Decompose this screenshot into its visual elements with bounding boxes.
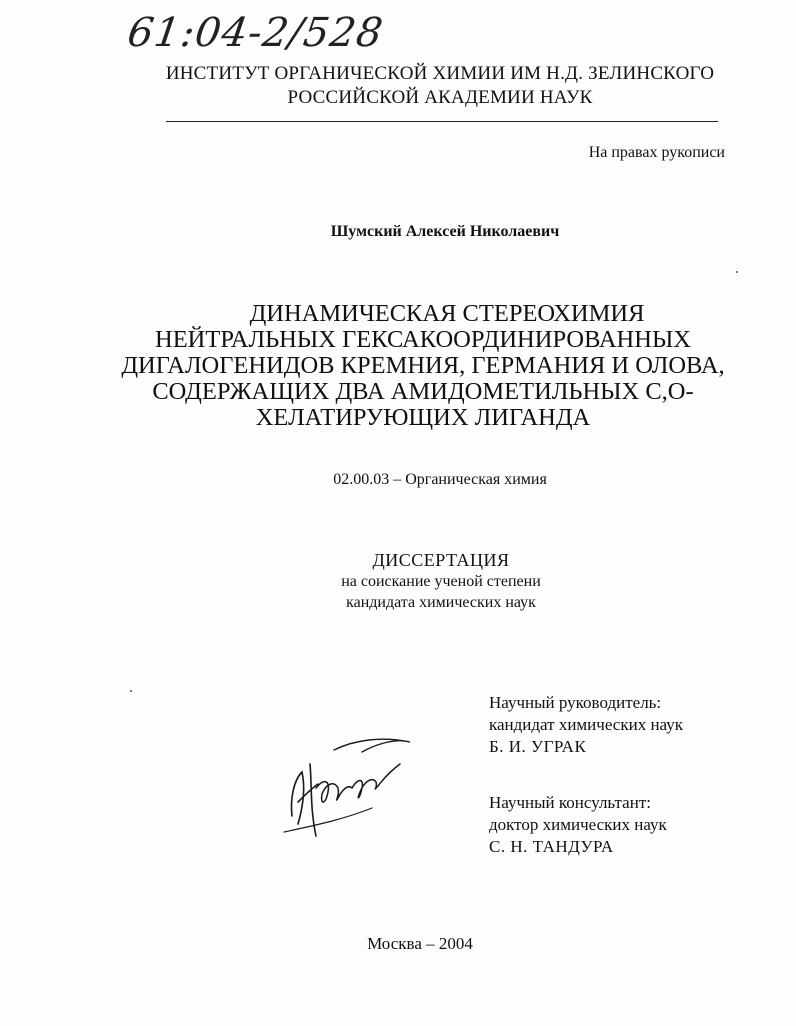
- manuscript-note: На правах рукописи: [588, 144, 725, 161]
- institute-header: [150, 62, 730, 110]
- advisor-block: [489, 692, 683, 758]
- city-year: Москва – 2004: [367, 934, 473, 953]
- thesis-title: [118, 301, 728, 431]
- advisor-degree: кандидат химических наук: [489, 715, 683, 734]
- title-line: ГЕКСАКООРДИНИРОВАННЫХ ДИГАЛОГЕНИДОВ: [121, 326, 691, 379]
- degree-line: на соискание ученой степени: [341, 573, 541, 590]
- consultant-degree: доктор химических наук: [489, 815, 667, 834]
- consultant-role: Научный консультант:: [489, 793, 651, 812]
- consultant-block: [489, 792, 667, 858]
- handwritten-catalog-number: 61:04-2/528: [124, 10, 387, 56]
- advisor-name: Б. И. УГРАК: [489, 737, 587, 756]
- title-line: ЛИГАНДА: [474, 404, 591, 431]
- scan-speck: [736, 271, 738, 273]
- advisor-role: Научный руководитель:: [489, 693, 662, 712]
- specialty-code: 02.00.03 – Органическая химия: [333, 471, 547, 488]
- author-name: Шумский Алексей Николаевич: [330, 223, 560, 240]
- handwritten-signature: [272, 728, 422, 848]
- dissertation-heading: ДИССЕРТАЦИЯ: [372, 550, 510, 570]
- title-line: ДИНАМИЧЕСКАЯ СТЕРЕОХИМИЯ НЕЙТРАЛЬНЫХ: [155, 300, 645, 353]
- consultant-name: С. Н. ТАНДУРА: [489, 837, 614, 856]
- header-divider: [166, 121, 718, 122]
- title-line: КРЕМНИЯ, ГЕРМАНИЯ И ОЛОВА, СОДЕРЖАЩИХ ДВА: [152, 352, 725, 405]
- academy-name: РОССИЙСКОЙ АКАДЕМИИ НАУК: [287, 87, 593, 108]
- degree-line: кандидата химических наук: [346, 594, 536, 611]
- dissertation-block: [0, 550, 796, 613]
- title-line: АМИДОМЕТИЛЬНЫХ C,O-ХЕЛАТИРУЮЩИХ: [255, 378, 694, 431]
- institute-name: ИНСТИТУТ ОРГАНИЧЕСКОЙ ХИМИИ ИМ Н.Д. ЗЕЛИНСКОГО: [165, 63, 715, 84]
- scan-speck: [130, 690, 132, 692]
